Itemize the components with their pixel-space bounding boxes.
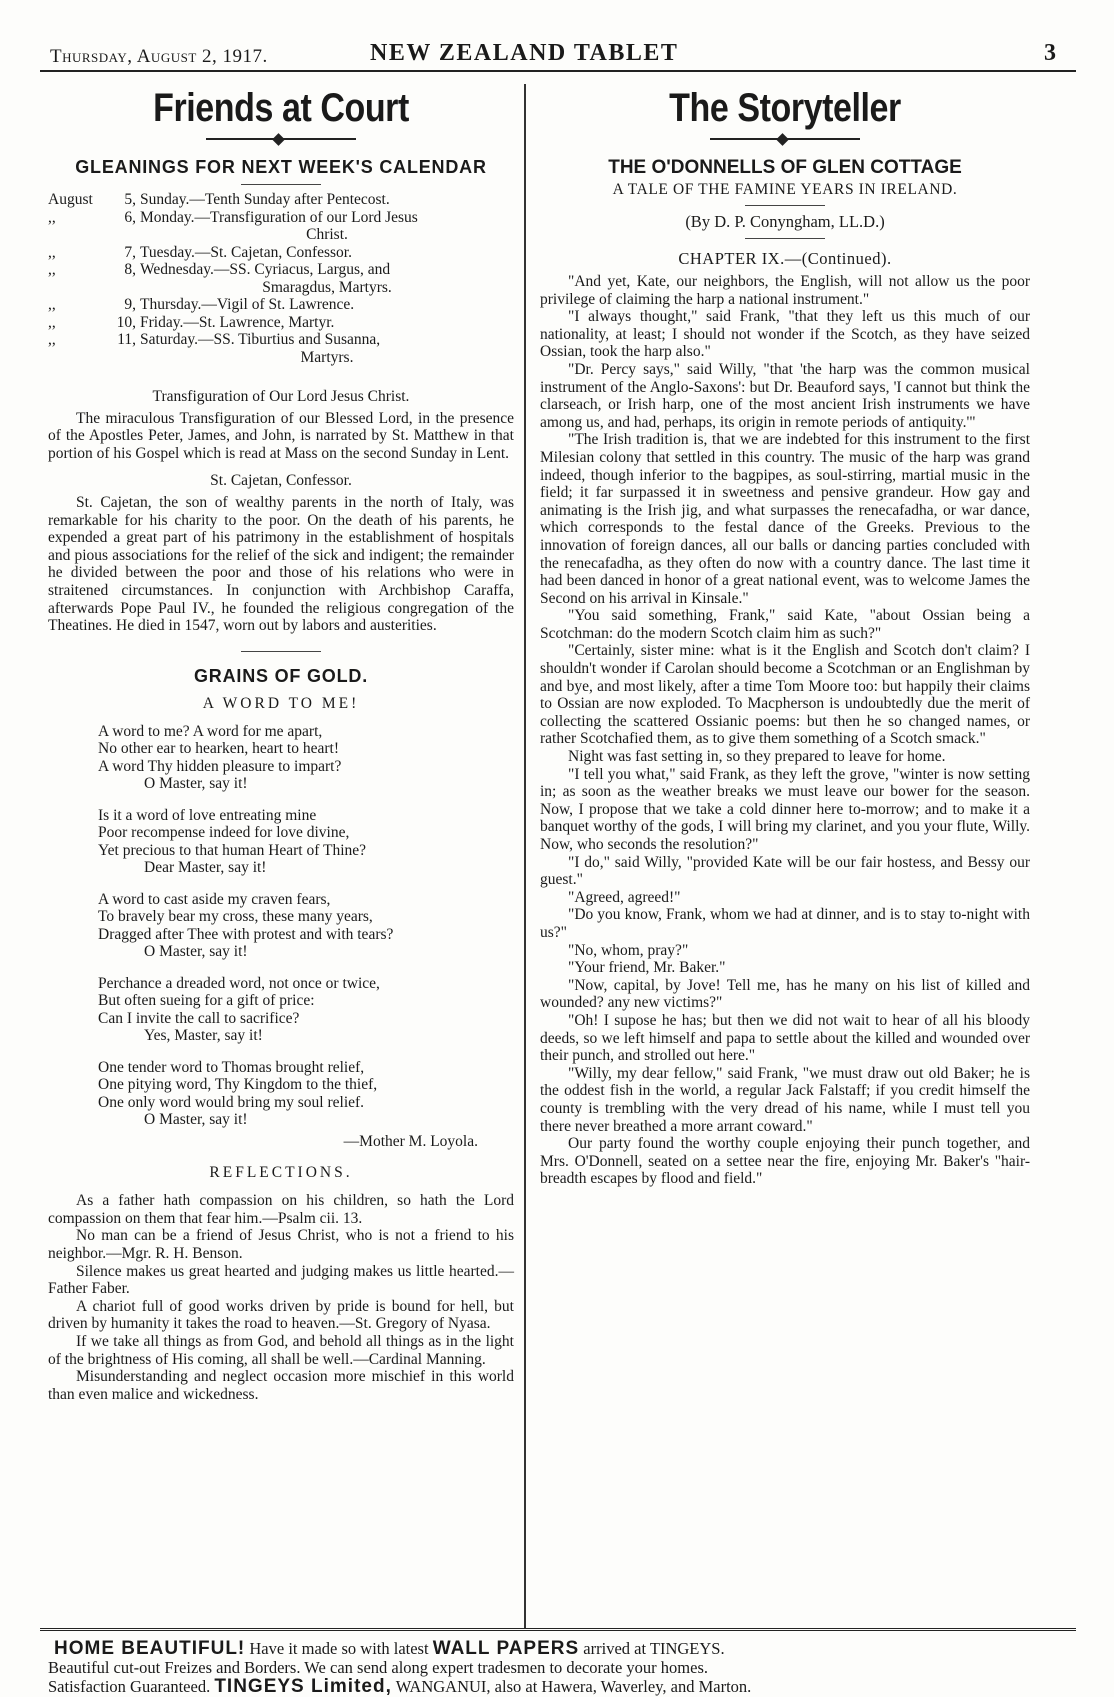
story-author: (By D. P. Conyngham, LL.D.) [685, 212, 885, 231]
poem-line: To bravely bear my cross, these many years, [98, 908, 373, 926]
columns [40, 78, 1076, 1623]
calendar-day: 8, [124, 261, 136, 278]
poem-line: O Master, say it! [144, 1111, 248, 1129]
calendar-day: 9, [124, 296, 136, 313]
ad-text-c: arrived at TINGEYS. [583, 1639, 725, 1658]
story-body [540, 273, 1030, 1188]
chapter-heading: CHAPTER IX.—(Continued). [678, 249, 892, 268]
ornament-divider [710, 135, 860, 143]
ad-line-3 [40, 1677, 1076, 1696]
story-paragraph: Our party found the worthy couple enjoying their punch together, and Mrs. O'Donnell, seated on a settee near the fire, enjoying Mr. Baker's "hair-breadth escapes by flood and field." [540, 1135, 1030, 1188]
calendar-entry [48, 244, 514, 262]
paper-title: NEW ZEALAND TABLET [370, 40, 679, 66]
reflection-paragraph: Misunderstanding and neglect occasion more mischief in this world than even malice and wickedness. [48, 1368, 514, 1403]
poem-line: One tender word to Thomas brought relief, [98, 1058, 365, 1076]
calendar-day: 11, [117, 331, 136, 348]
story-paragraph: "Your friend, Mr. Baker." [568, 959, 726, 977]
calendar-month: ,, [48, 261, 56, 278]
story-paragraph: Night was fast setting in, so they prepared to leave for home. [568, 748, 946, 766]
calendar-month: ,, [48, 208, 56, 226]
story-paragraph: "I always thought," said Frank, "that they left us this much of our nationality, at least; I should not wonder if the Scotch, as they have seized Ossian, took the harp also." [540, 308, 1030, 361]
story-paragraph: "Now, capital, by Jove! Tell me, has he many on his list of killed and wounded? any new victims?" [540, 976, 1030, 1012]
section-heading-storyteller: The Storyteller [669, 86, 901, 130]
calendar-day: 5, [124, 191, 136, 208]
cajetan-text: St. Cajetan, the son of wealthy parents in the north of Italy, was remarkable for his charity to the poor. On the death of his parents, he expended a great part of his patrimony in the establishment of hospitals and pious associations for the relief of the sick and indigent; the remainder he divided between the poor and those of his relations who were in straitened circumstances. In conjunction with Archbishop Caraffa, afterwards Pope Paul IV., he founded the religious congregation of the Theatines. He died in 1547, worn out by labors and austerities. [48, 493, 514, 635]
poem-line: One pitying word, Thy Kingdom to the thief, [98, 1076, 378, 1094]
ad-wallpapers: WALL PAPERS [432, 1638, 580, 1659]
story-paragraph: "No, whom, pray?" [568, 941, 689, 959]
calendar-entry [48, 331, 514, 349]
cajetan-title: St. Cajetan, Confessor. [210, 472, 352, 490]
poem-line: One only word would bring my soul relief. [98, 1093, 365, 1111]
calendar-day: 6, [124, 208, 136, 226]
poem-stanza [48, 723, 514, 793]
reflection-paragraph: As a father hath compassion on his children, so hath the Lord compassion on them that fear him.—Psalm cii. 13. [48, 1192, 514, 1227]
ornament-divider [206, 135, 356, 143]
reflection-paragraph: Silence makes us great hearted and judging makes us little hearted.—Father Faber. [48, 1262, 514, 1298]
reflections-title: REFLECTIONS. [209, 1164, 353, 1182]
calendar-text: Friday.—St. Lawrence, Martyr. [140, 313, 335, 331]
ad-text-a: Have it made so with latest [249, 1639, 429, 1658]
calendar-text: Tuesday.—St. Cajetan, Confessor. [140, 243, 352, 261]
calendar-list [48, 191, 514, 366]
poem-line: But often sueing for a gift of price: [98, 992, 315, 1010]
calendar-day: 10, [116, 313, 136, 331]
calendar-text: Wednesday.—SS. Cyriacus, Largus, and [140, 261, 391, 278]
ad-lead: HOME BEAUTIFUL! [54, 1638, 246, 1659]
story-subtitle: A TALE OF THE FAMINE YEARS IN IRELAND. [612, 181, 958, 198]
poem-stanza [48, 807, 514, 877]
poem-line: Dragged after Thee with protest and with tears? [98, 925, 394, 943]
transfiguration-text: The miraculous Transfiguration of our Blessed Lord, in the presence of the Apostles Peter, James, and John, is narrated by St. Matthew in that portion of his Gospel which is read at Mass on the second Sunday in Lent. [48, 409, 514, 462]
poem-stanza [48, 975, 514, 1045]
calendar-text: Monday.—Transfiguration of our Lord Jesus [140, 208, 418, 226]
poem-line: A word to me? A word for me apart, [98, 722, 323, 740]
reflections-list [48, 1192, 514, 1403]
calendar-text: Sunday.—Tenth Sunday after Pentecost. [140, 191, 390, 208]
story-paragraph: "Willy, my dear fellow," said Frank, "we must draw out old Baker; he is the oddest fish in the world, a regular Jack Falstaff; if you credit himself the county is trembling with the very dread of his name, while I must tell you there never breathed a more arrant coward." [540, 1064, 1030, 1135]
calendar-month: August [48, 191, 93, 208]
calendar-month: ,, [48, 331, 56, 348]
story-paragraph: "Do you know, Frank, whom we had at dinner, and is to stay to-night with us?" [540, 906, 1030, 941]
poem-line: Yes, Master, say it! [144, 1027, 263, 1045]
column-divider [524, 84, 526, 1629]
calendar-entry [48, 296, 514, 314]
calendar-month: ,, [48, 313, 56, 331]
short-rule [745, 205, 825, 206]
ad-line-2: Beautiful cut-out Freizes and Borders. We can send along expert tradesmen to decorate your homes. [48, 1658, 708, 1677]
story-paragraph: "And yet, Kate, our neighbors, the English, will not allow us the poor privilege of claiming the harp a national instrument." [540, 273, 1030, 308]
story-paragraph: "I do," said Willy, "provided Kate will be our fair hostess, and Bessy our guest." [540, 853, 1030, 889]
poem-line: Can I invite the call to sacrifice? [98, 1009, 300, 1027]
reflection-paragraph: If we take all things as from God, and behold all things as in the light of the brightness of His coming, all shall be well.—Cardinal Manning. [48, 1332, 514, 1368]
section-heading-friends: Friends at Court [153, 86, 409, 130]
poem-line: O Master, say it! [144, 943, 248, 961]
ad-company: TINGEYS Limited, [214, 1676, 392, 1697]
ad-guarantee: Satisfaction Guaranteed. [48, 1677, 211, 1696]
calendar-text: Saturday.—SS. Tiburtius and Susanna, [140, 331, 381, 348]
calendar-month: ,, [48, 296, 56, 313]
story-paragraph: "You said something, Frank," said Kate, "about Ossian being a Scotchman: do the modern Scotch claim him as such?" [540, 607, 1030, 642]
poem-line: Dear Master, say it! [144, 859, 267, 877]
right-column [540, 78, 1030, 1188]
calendar-day: 7, [124, 243, 136, 261]
poem [48, 723, 514, 1129]
poem-attribution: —Mother M. Loyola. [343, 1132, 478, 1150]
grains-title: GRAINS OF GOLD. [194, 665, 368, 686]
story-paragraph: "Certainly, sister mine: what is it the English and Scotch don't claim? I shouldn't wonder if Carolan should become a Scotchman or an Englishman by and bye, and most likely, after a time Tom Moore too: but happily their claims to Ossian are now exploded. To Macpherson is undoubtedly due the merit of collecting the scattered Ossianic poems: but then he so changed names, or rather Scotchafied them, as to give them something of a Scotch smack." [540, 642, 1030, 748]
story-title: THE O'DONNELLS OF GLEN COTTAGE [608, 157, 962, 178]
calendar-entry [48, 314, 514, 332]
poem-line: No other ear to hearken, heart to heart! [98, 740, 339, 758]
short-rule [241, 651, 321, 652]
page-header [40, 36, 1076, 72]
page-number: 3 [1044, 40, 1056, 66]
short-rule [241, 184, 321, 185]
calendar-title: GLEANINGS FOR NEXT WEEK'S CALENDAR [75, 157, 487, 177]
story-paragraph: "The Irish tradition is, that we are indebted for this instrument to the first Milesian colony that settled in this country. The music of the harp was grand indeed, though inferior to the bagpipes, as soul-stirring, martial music in the field; it far surpassed it in sweetness and pensive grandeur. How gay and animating is the Irish jig, and what surpasses the renecafadha, or war dance, which corresponds to the festal dance of the Greeks. Previous to the innovation of foreign dances, all our balls or dancing parties concluded with the renecafadha, as they often do now with a country dance. The last time it had been danced in honor of a great national event, was to welcome James the Second on his arrival in Kinsale." [540, 431, 1030, 607]
poem-line: A word Thy hidden pleasure to impart? [98, 757, 342, 775]
poem-title: A WORD TO ME! [202, 694, 360, 712]
poem-line: Yet precious to that human Heart of Thine? [98, 841, 367, 859]
poem-stanza [48, 891, 514, 961]
reflection-paragraph: No man can be a friend of Jesus Christ, who is not a friend to his neighbor.—Mgr. R. H. Benson. [48, 1227, 514, 1262]
story-paragraph: "Dr. Percy says," said Willy, "that 'the harp was the common musical instrument of the Anglo-Saxons': but Dr. Beauford says, 'I cannot but think the clarseach, or Irish harp, one of the most ancient Irish instruments we have among us, and had, perhaps, its origin in remote periods of antiquity.'" [540, 360, 1030, 431]
calendar-text-continued: Christ. [306, 226, 348, 243]
ad-line-1 [40, 1639, 1076, 1658]
calendar-entry [48, 261, 514, 279]
transfiguration-section [48, 388, 514, 635]
calendar-entry [48, 191, 514, 209]
poem-line: Perchance a dreaded word, not once or twice, [98, 974, 380, 992]
poem-line: Poor recompense indeed for love divine, [98, 824, 350, 842]
calendar-text-continued: Smaragdus, Martyrs. [262, 278, 392, 296]
issue-date: Thursday, August 2, 1917. [50, 46, 268, 67]
calendar-text: Thursday.—Vigil of St. Lawrence. [140, 296, 355, 313]
calendar-text-continued: Martyrs. [300, 348, 354, 366]
ad-locations: WANGANUI, also at Hawera, Waverley, and Marton. [395, 1677, 752, 1696]
poem-line: A word to cast aside my craven fears, [98, 890, 331, 908]
advertisement [40, 1628, 1076, 1696]
left-column [48, 78, 514, 1403]
poem-attribution-wrap [48, 1133, 514, 1151]
short-rule [745, 238, 825, 239]
calendar-entry [48, 209, 514, 227]
poem-line: O Master, say it! [144, 775, 248, 793]
story-paragraph: "I tell you what," said Frank, as they left the grove, "winter is now setting in; as soon as the weather breaks we must leave our bower for the season. Now, I propose that we take a cold dinner here to-morrow; and to make it a banquet worthy of the gods, I will bring my clarinet, and you your flute, Willy. Now, who seconds the resolution?" [540, 765, 1030, 853]
calendar-month: ,, [48, 243, 56, 261]
newspaper-page [40, 36, 1076, 1697]
transfiguration-title: Transfiguration of Our Lord Jesus Christ. [152, 388, 410, 405]
poem-stanza [48, 1059, 514, 1129]
reflection-paragraph: A chariot full of good works driven by pride is bound for hell, but driven by humanity it takes the road to heaven.—St. Gregory of Nyasa. [48, 1297, 514, 1333]
story-paragraph: "Oh! I supose he has; but then we did not wait to hear of all his bloody deeds, so we left himself and papa to settle about the killed and wounded over their punch, and strolled out here." [540, 1011, 1030, 1065]
poem-line: Is it a word of love entreating mine [98, 806, 317, 824]
story-paragraph: "Agreed, agreed!" [568, 888, 681, 906]
